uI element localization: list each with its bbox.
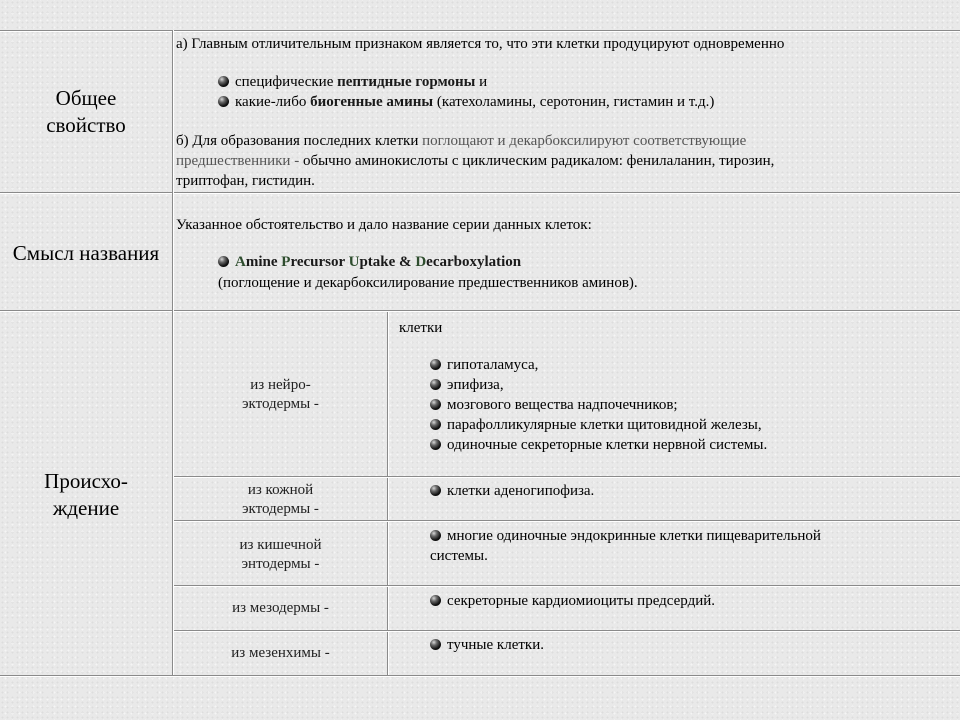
bullet-icon [430,399,441,410]
row-label-origin-line1: Происхо- [44,469,128,493]
origin-skin-item-1 [430,481,594,502]
apud-rest-a: mine [245,254,282,270]
origin-neuro-item-4 [430,415,762,436]
origin-sub-label-skin-ectoderm [174,481,387,519]
apud-rest-p: recursor [290,254,349,270]
general-b-gray2: предшественники - [176,153,303,169]
origin-meso-item-1 [430,591,715,612]
row-divider-2 [0,310,960,312]
column-divider-main [172,30,174,675]
name-intro-text: Указанное обстоятельство и дало название серии данных клеток: [176,217,592,233]
column-divider-origin [387,312,389,675]
table-top-border [0,30,960,32]
general-b-part1: б) Для образования последних клетки [176,133,423,149]
general-bullet-2-bold: биогенные амины [310,94,434,110]
origin-neuro-item-1 [430,355,538,376]
apud-translation: (поглощение и декарбоксилирование предшественников аминов). [218,275,638,291]
row-label-general-line2: свойство [46,113,126,137]
origin-gut-line-2: системы. [430,548,488,564]
origin-neuro-item-2 [430,375,504,396]
origin-neuro-item-text: гипоталамуса, [447,357,539,373]
origin-sub-label-neuroectoderm [174,376,387,414]
origin-neuro-item-text: парафолликулярные клетки щитовидной железы, [447,417,762,433]
apud-cap-u: U [348,254,360,270]
table-bottom-border [0,675,960,677]
general-intro-text: а) Главным отличительным признаком является то, что эти клетки продуцируют одновременно [176,36,785,52]
origin-meso-item-text: секреторные кардиомиоциты предсердий. [447,593,716,609]
bullet-icon [218,96,229,107]
bullet-icon [218,256,229,267]
apud-cap-p: P [281,254,291,270]
apud-cap-d: D [415,254,427,270]
origin-skin-item-text: клетки аденогипофиза. [447,483,595,499]
general-bullet-2-pre: какие-либо [235,94,311,110]
origin-sub-label-line1: из кишечной [239,537,322,553]
apud-rest-d: ecarboxylation [426,254,522,270]
row-label-general-line1: Общее [55,86,117,110]
origin-mesench-item-text: тучные клетки. [447,637,544,653]
origin-gut-line-1 [430,526,821,547]
origin-neuro-item-5 [430,435,767,456]
origin-neuro-item-3 [430,395,678,416]
origin-sub-label-mesenchyme: из мезенхимы - [231,645,330,661]
row-label-origin [0,468,172,522]
general-bullet-1-post: и [475,74,488,90]
general-b-line-2 [176,151,774,172]
row-label-general [0,85,172,139]
bullet-icon [430,419,441,430]
origin-mesench-item-1 [430,635,544,656]
origin-sub-label-line1: из кожной [247,482,314,498]
general-bullet-2-post: (катехоламины, серотонин, гистамин и т.д.) [433,94,715,110]
row-divider-1 [0,192,960,194]
bullet-icon [430,439,441,450]
apud-line [218,252,521,273]
general-bullet-1-pre: специфические [235,74,338,90]
apud-rest-u: ptake & [359,254,416,270]
general-bullet-2 [218,92,714,113]
origin-sub-label-line2: эктодермы - [242,396,319,412]
origin-neuro-item-text: эпифиза, [447,377,504,393]
bullet-icon [430,359,441,370]
bullet-icon [430,639,441,650]
origin-divider-3 [174,585,960,587]
origin-divider-4 [174,630,960,632]
general-b-part2: обычно аминокислоты с циклическим радикалом: фенилаланин, тирозин, [302,153,775,169]
apud-cap-a: A [235,254,246,270]
origin-sub-label-line2: эктодермы - [242,501,319,517]
origin-divider-2 [174,520,960,522]
general-bullet-1 [218,72,487,93]
row-label-name-meaning: Смысл названия [12,241,160,265]
bullet-icon [430,530,441,541]
row-label-origin-line2: ждение [52,496,120,520]
bullet-icon [218,76,229,87]
origin-sub-label-mesoderm: из мезодермы - [232,600,329,616]
origin-neuro-header: клетки [399,320,443,336]
bullet-icon [430,595,441,606]
origin-divider-1 [174,476,960,478]
origin-sub-label-line1: из нейро- [250,377,311,393]
bullet-icon [430,379,441,390]
general-b-line-1 [176,131,746,152]
bullet-icon [430,485,441,496]
origin-sub-label-gut-endoderm [174,536,387,574]
origin-gut-line-1-text: многие одиночные эндокринные клетки пищеварительной [447,528,821,544]
origin-neuro-item-text: одиночные секреторные клетки нервной системы. [447,437,768,453]
general-bullet-1-bold: пептидные гормоны [337,74,476,90]
general-b-gray1: поглощают и декарбоксилируют соответствующие [422,133,747,149]
origin-neuro-item-text: мозгового вещества надпочечников; [447,397,678,413]
general-b-line-3: триптофан, гистидин. [176,173,315,189]
origin-sub-label-line2: энтодермы - [241,556,320,572]
